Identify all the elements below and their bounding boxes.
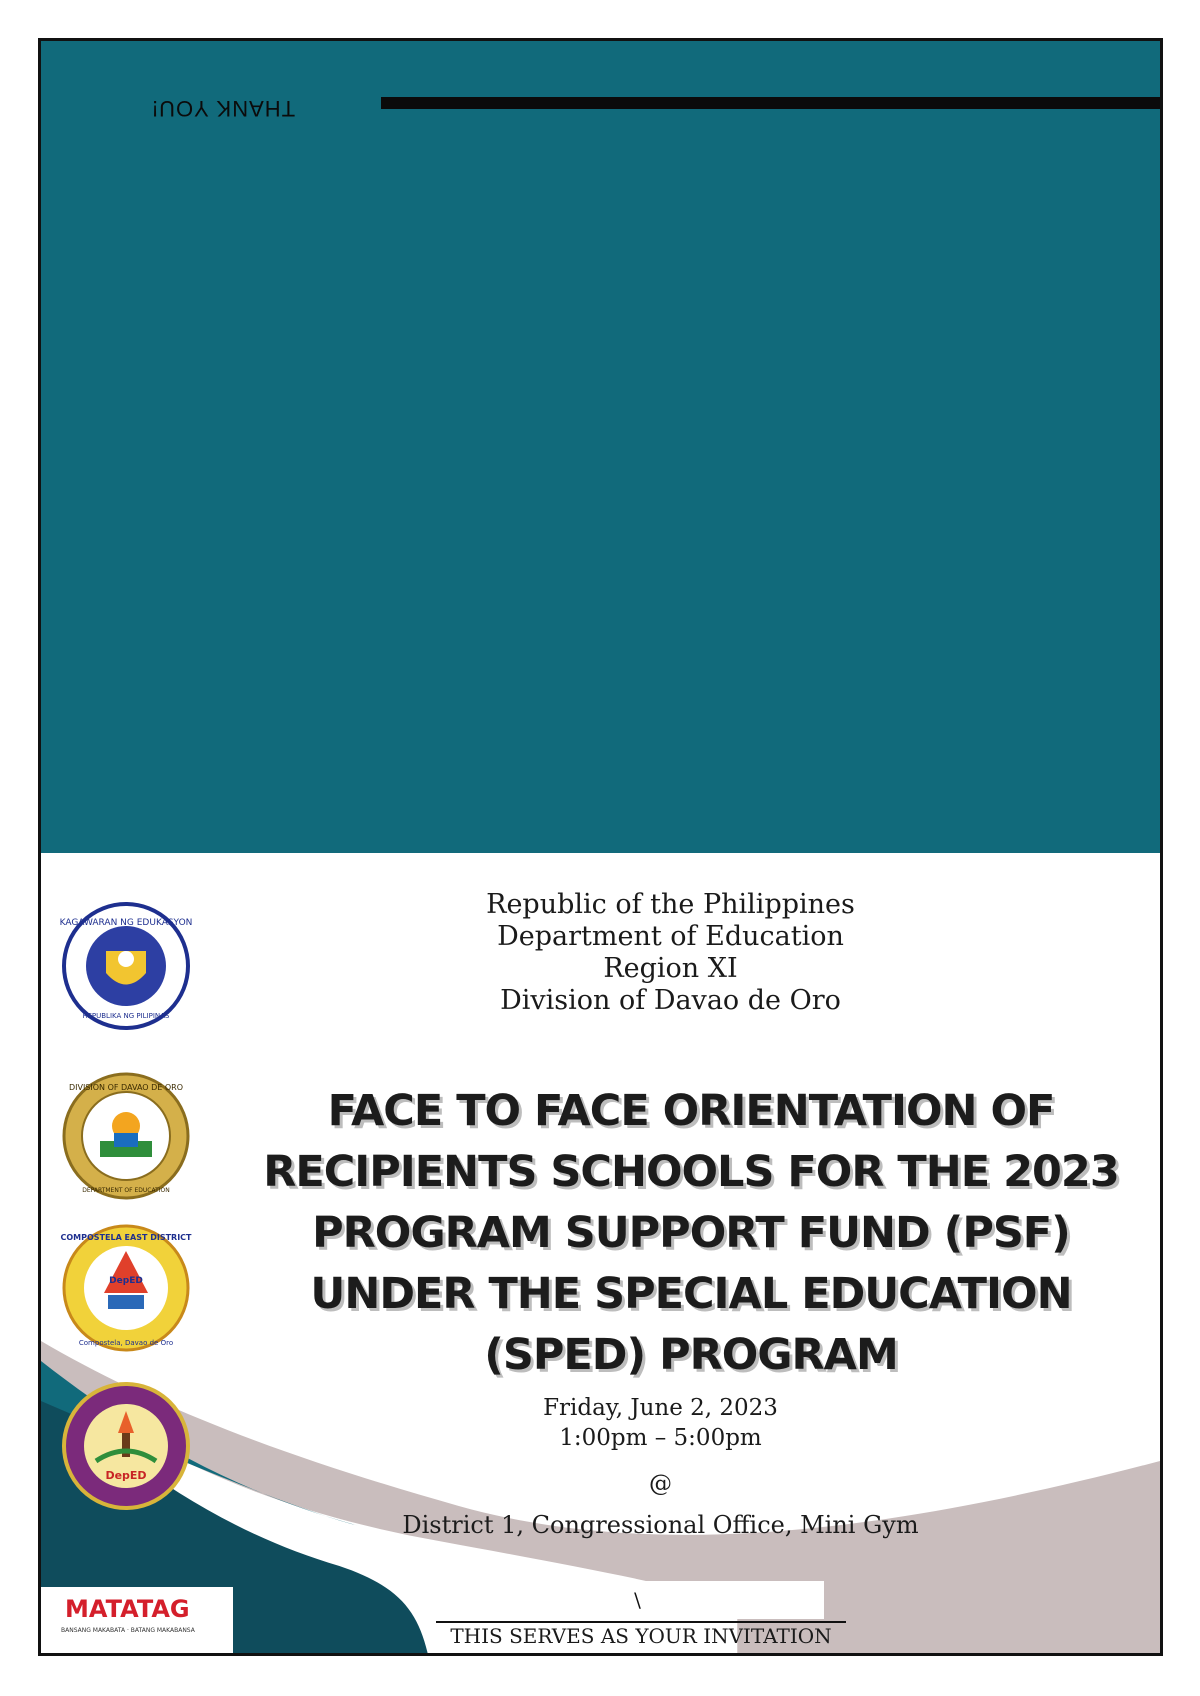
- thank-you-text: THANK YOU!: [151, 96, 296, 121]
- district-seal-badge: DepED: [109, 1276, 143, 1286]
- event-details: [161, 1393, 1160, 1539]
- invitation-note: THIS SERVES AS YOUR INVITATION: [436, 1621, 846, 1649]
- event-title: [241, 1081, 1141, 1386]
- deped-seal-bottom-text: REPUBLIKA NG PILIPINAS: [82, 1012, 170, 1020]
- signature-slash: \: [634, 1588, 641, 1612]
- school-seal-badge: DepED: [105, 1469, 147, 1482]
- district-seal-logo: [56, 1223, 196, 1353]
- header-republic: Republic of the Philippines: [486, 889, 855, 920]
- division-seal-logo: [56, 1071, 196, 1201]
- matatag-logo: [41, 1587, 233, 1653]
- event-at-symbol: @: [649, 1471, 672, 1497]
- event-title-line: FACE TO FACE ORIENTATION OF: [327, 1086, 1055, 1136]
- cover-divider-bar: [381, 97, 1163, 109]
- event-time: 1:00pm – 5:00pm: [559, 1425, 762, 1451]
- invitation-page: [38, 38, 1163, 1656]
- district-seal-top-text: COMPOSTELA EAST DISTRICT: [60, 1233, 192, 1242]
- event-title-line: UNDER THE SPECIAL EDUCATION: [310, 1269, 1072, 1319]
- division-seal-top-text: DIVISION OF DAVAO DE ORO: [68, 1083, 184, 1092]
- district-seal-bottom-text: Compostela, Davao de Oro: [78, 1339, 174, 1347]
- event-title-line: PROGRAM SUPPORT FUND (PSF): [312, 1208, 1070, 1258]
- matatag-tagline: BANSANG MAKABATA · BATANG MAKABANSA: [61, 1627, 195, 1634]
- event-title-line: (SPED) PROGRAM: [484, 1330, 898, 1380]
- agency-header: [41, 889, 1160, 1017]
- matatag-wordmark: MATATAG: [65, 1595, 190, 1623]
- header-region: Region XI: [603, 953, 738, 984]
- header-department: Department of Education: [497, 921, 844, 952]
- event-date: Friday, June 2, 2023: [543, 1395, 778, 1421]
- deped-seal-top-text: KAGAWARAN NG EDUKASYON: [59, 918, 193, 928]
- cover-panel: [41, 41, 1160, 853]
- division-seal-bottom-text: DEPARTMENT OF EDUCATION: [82, 1187, 170, 1194]
- event-title-line: RECIPIENTS SCHOOLS FOR THE 2023: [263, 1147, 1119, 1197]
- header-division: Division of Davao de Oro: [500, 985, 841, 1016]
- event-venue: District 1, Congressional Office, Mini Gym: [402, 1511, 919, 1539]
